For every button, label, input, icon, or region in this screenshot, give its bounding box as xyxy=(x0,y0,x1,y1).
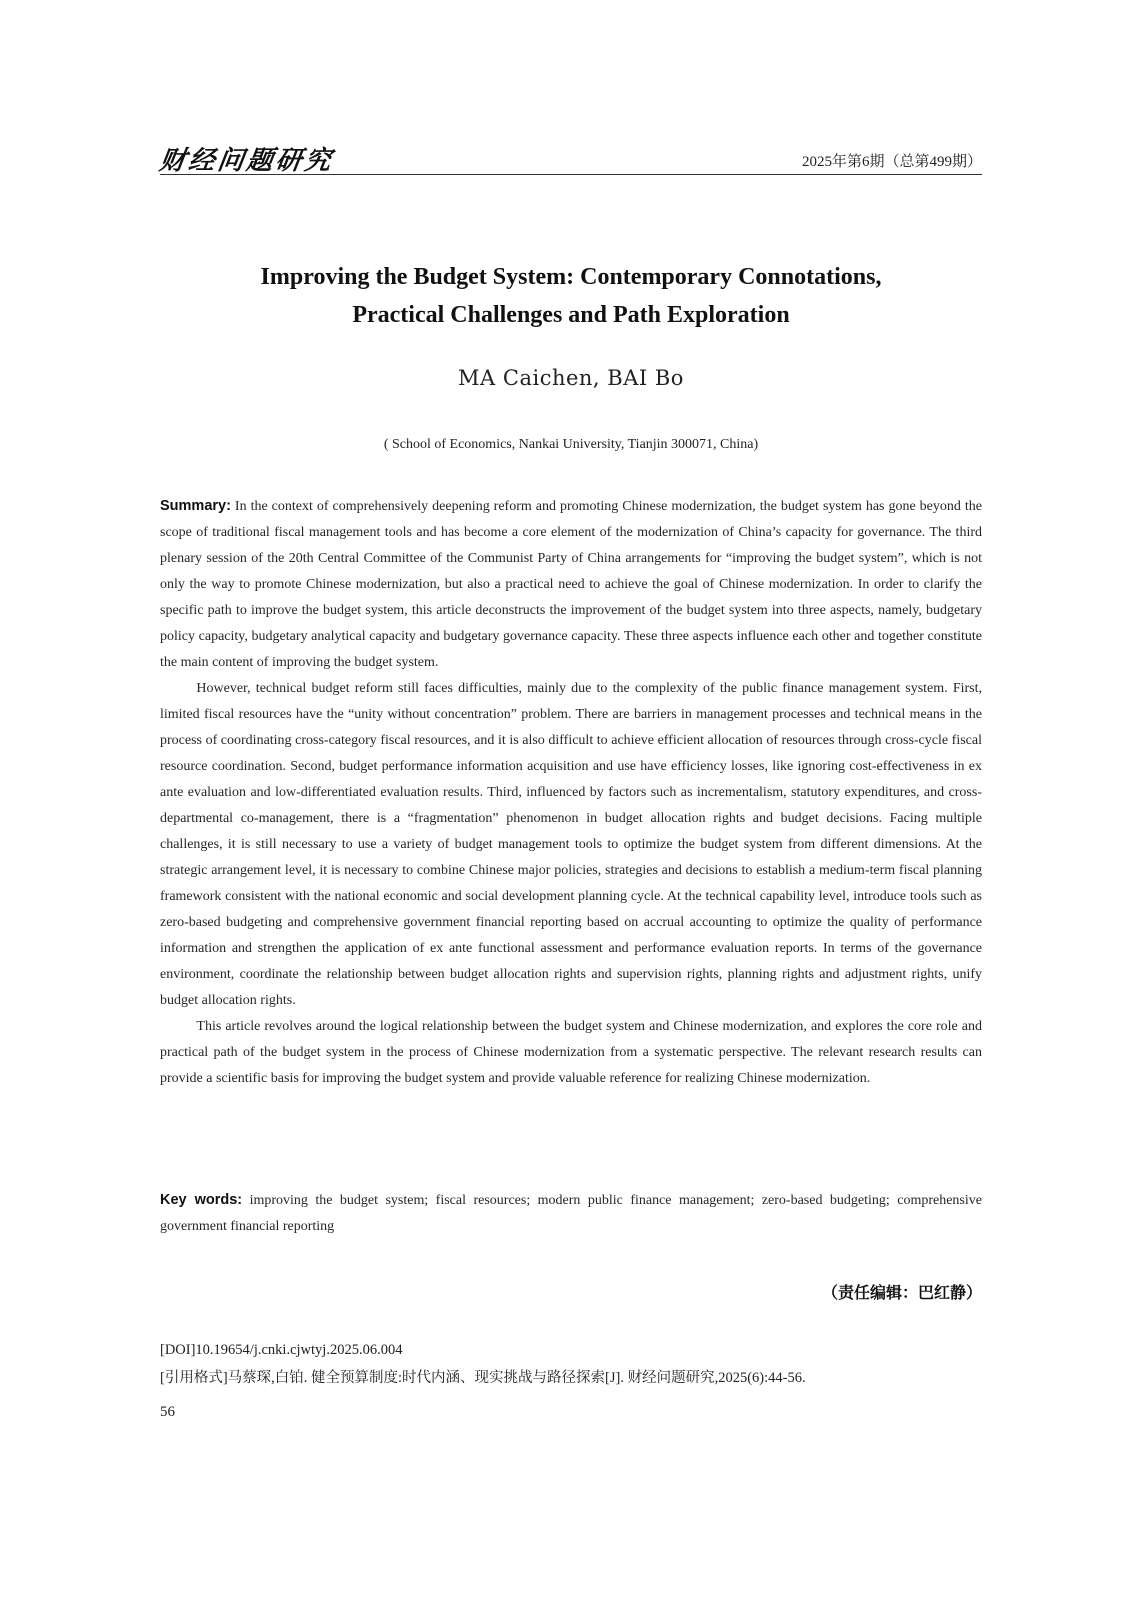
summary-label: Summary: xyxy=(160,498,231,514)
journal-logo: 财经问题研究 xyxy=(157,146,336,176)
summary-text-1: In the context of comprehensively deepening reform and promoting Chinese modernization, the budget system has gone beyond the scope of traditional fiscal management tools and has become a core element of the modernization of China’s capacity for governance. The third plenary session of the 20th Central Committee of the Communist Party of China arrangements for “improving the budget system”, which is not only the way to promote Chinese modernization, but also a practical need to achieve the goal of Chinese modernization. In order to clarify the specific path to improve the budget system, this article deconstructs the improvement of the budget system into three aspects, namely, budgetary policy capacity, budgetary analytical capacity and budgetary governance capacity. These three aspects influence each other and together constitute the main content of improving the budget system. xyxy=(160,499,982,670)
article-title xyxy=(160,258,982,334)
title-line-2: Practical Challenges and Path Exploration xyxy=(352,302,790,328)
issue-info: 2025年第6期（总第499期） xyxy=(801,154,982,170)
affiliation: ( School of Economics, Nankai University, Tianjin 300071, China) xyxy=(383,437,759,452)
page-header xyxy=(157,138,982,176)
keywords-section xyxy=(160,1187,982,1240)
keywords-text: improving the budget system; fiscal resources; modern public finance management; zero-based budgeting; comprehensive government financial reporting xyxy=(160,1193,982,1234)
title-line-1: Improving the Budget System: Contemporary Connotations, xyxy=(260,264,882,290)
page-number: 56 xyxy=(160,1404,175,1420)
citation-line: [引用格式]马蔡琛,白铂. 健全预算制度:时代内涵、现实挑战与路径探索[J]. 财经问题研究,2025(6):44-56. xyxy=(160,1370,806,1386)
summary-paragraph-3: This article revolves around the logical relationship between the budget system and Chinese modernization, and explores the core role and practical path of the budget system in the process of Chinese modernization from a systematic perspective. The relevant research results can provide a scientific basis for improving the budget system and provide valuable reference for realizing Chinese modernization. xyxy=(160,1019,982,1086)
footer-references xyxy=(160,1336,982,1392)
doi-line: [DOI]10.19654/j.cnki.cjwtyj.2025.06.004 xyxy=(160,1342,403,1358)
responsible-editor: （责任编辑：巴红静） xyxy=(821,1283,982,1302)
keywords-label: Key words: xyxy=(160,1192,243,1208)
summary-paragraph-2: However, technical budget reform still faces difficulties, mainly due to the complexity of the public finance management system. First, limited fiscal resources have the “unity without concentration” problem. There are barriers in management processes and technical means in the process of coordinating cross-category fiscal resources, and it is also difficult to achieve efficient allocation of resources through cross-cycle fiscal resource coordination. Second, budget performance information acquisition and use have efficiency losses, like ignoring cost-effectiveness in ex ante evaluation and low-differentiated evaluation results. Third, influenced by factors such as incrementalism, statutory expenditures, and cross-departmental co-management, there is a “fragmentation” phenomenon in budget allocation rights and budget decisions. Facing multiple challenges, it is still necessary to use a variety of budget management tools to optimize the budget system from different dimensions. At the strategic arrangement level, it is necessary to combine Chinese major policies, strategies and decisions to establish a medium-term fiscal planning framework consistent with the national economic and social development planning cycle. At the technical capability level, introduce tools such as zero-based budgeting and comprehensive government financial reporting based on accrual accounting to optimize the quality of performance information and strengthen the application of ex ante functional assessment and performance evaluation reports. In terms of the governance environment, coordinate the relationship between budget allocation rights and supervision rights, planning rights and adjustment rights, unify budget allocation rights. xyxy=(160,681,982,1008)
summary-paragraph-1 xyxy=(160,493,982,676)
summary-section xyxy=(160,493,982,1092)
authors: MA Caichen, BAI Bo xyxy=(458,366,684,390)
